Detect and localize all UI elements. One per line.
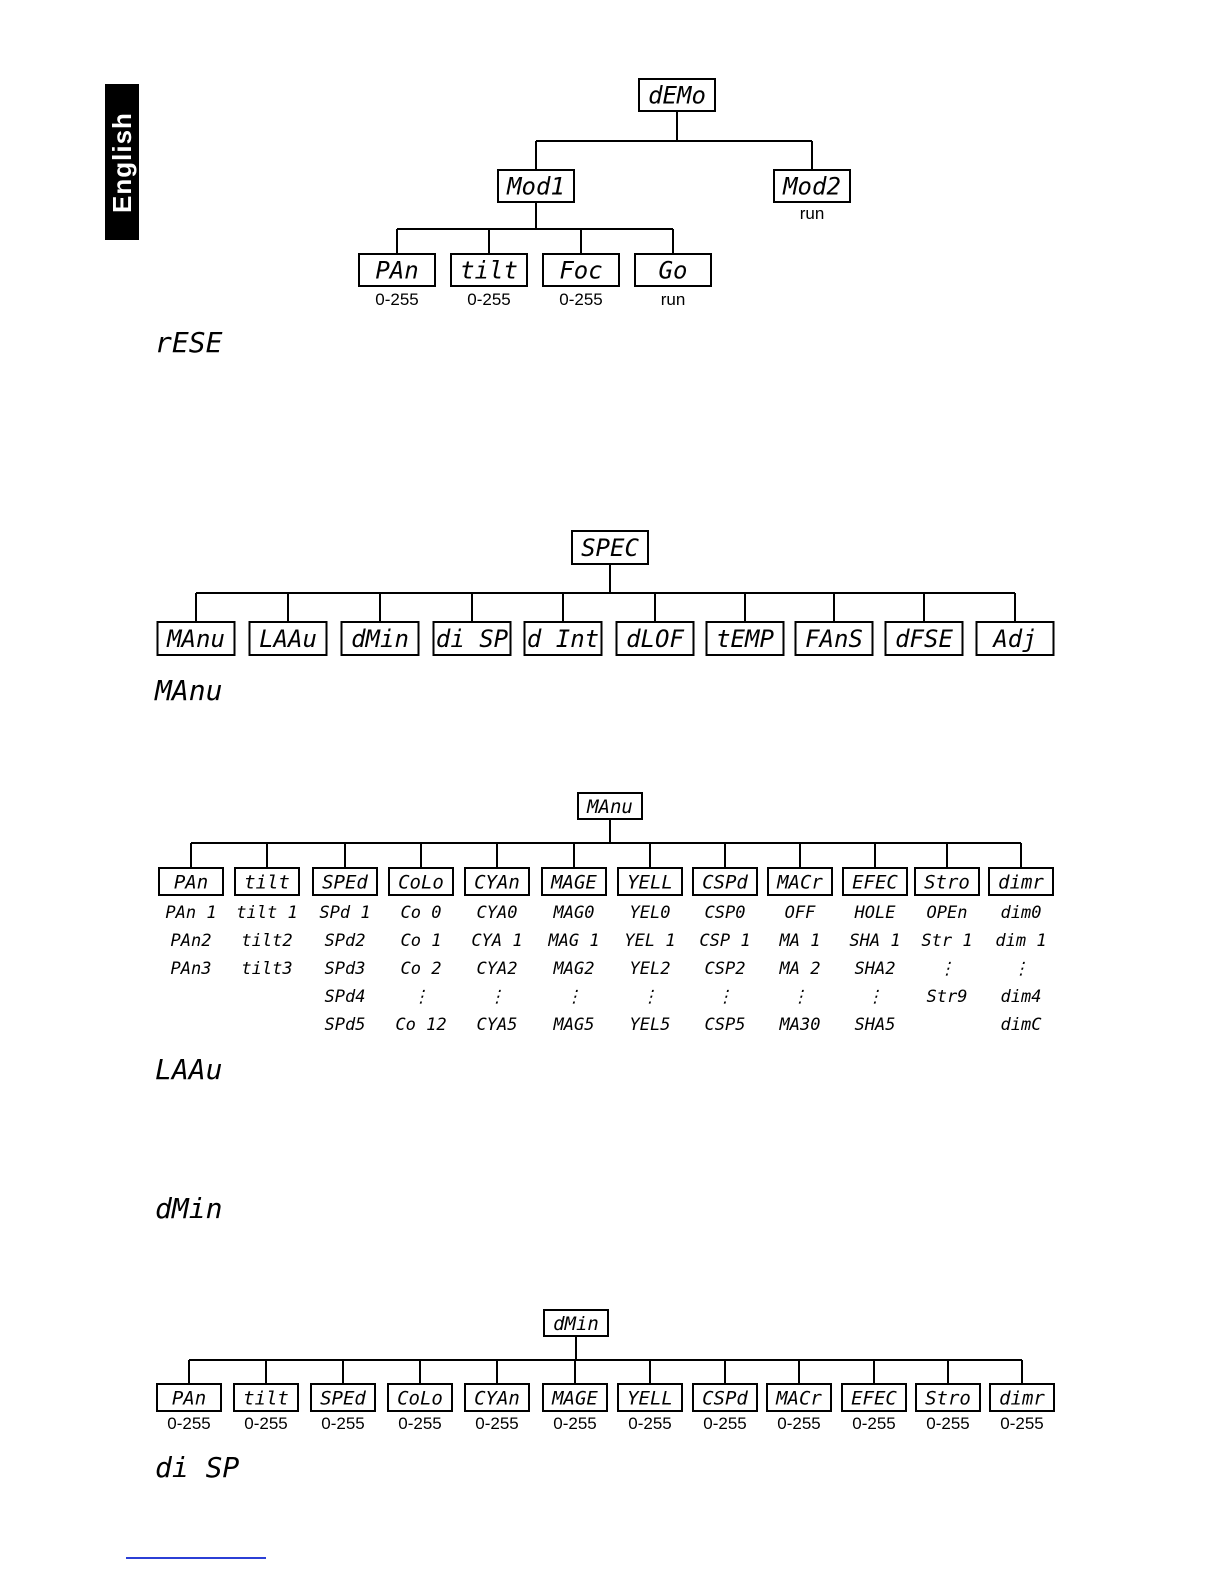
manu-option: SPd2 (324, 931, 366, 951)
dmin-column-value: 0-255 (703, 1414, 747, 1433)
manu-column-label: PAn (173, 871, 209, 894)
manu-option: Co 0 (400, 903, 442, 923)
manu-option: ⋮ (866, 987, 884, 1007)
manu-option: MA30 (779, 1015, 821, 1035)
spec-child-label: FAnS (805, 625, 863, 654)
manu-column-label: CYAn (474, 871, 520, 894)
manu-option: CYA0 (476, 903, 518, 923)
manu-option: SHA5 (854, 1015, 896, 1035)
manu-option: Co 1 (400, 931, 442, 951)
manu-option: ⋮ (412, 987, 430, 1007)
manu-option: SPd4 (324, 987, 366, 1007)
dmin-column-value: 0-255 (777, 1414, 821, 1433)
dmin-column-value: 0-255 (167, 1414, 211, 1433)
manu-option: SPd 1 (319, 903, 371, 923)
language-side-tab-label: English (106, 111, 137, 213)
dmin-column-value: 0-255 (1000, 1414, 1044, 1433)
manu-column-label: MAGE (551, 871, 597, 894)
manu-option: Co 2 (400, 959, 442, 979)
connector-lines (189, 111, 1022, 1384)
manu-option: CYA 1 (471, 931, 523, 951)
manu-option: ⋮ (1012, 959, 1030, 979)
dmin-column-value: 0-255 (398, 1414, 442, 1433)
manu-option: YEL 1 (624, 931, 676, 951)
demo-child-label: Go (658, 256, 688, 285)
manu-option: dim4 (1000, 987, 1042, 1007)
dmin-column-value: 0-255 (553, 1414, 597, 1433)
manu-option: tilt 1 (236, 903, 298, 923)
manu-option: dimC (1000, 1015, 1042, 1035)
manu-column-label: YELL (627, 871, 673, 894)
dmin-column-label: YELL (627, 1387, 673, 1410)
manu-option: SHA2 (854, 959, 896, 979)
manu-option: YEL5 (629, 1015, 671, 1035)
manu-option: tilt3 (241, 959, 293, 979)
spec-child-label: Adj (993, 625, 1037, 654)
manu-option: SPd5 (324, 1015, 366, 1035)
footer-rule (126, 1557, 266, 1559)
spec-child-label: dLOF (626, 625, 684, 654)
dmin-column-label: CSPd (702, 1387, 748, 1410)
manu-option: MAG5 (553, 1015, 595, 1035)
manu-option: CSP5 (704, 1015, 746, 1035)
manu-option: Str 1 (921, 931, 973, 951)
manu-column-label: tilt (244, 871, 290, 894)
manu-option: ⋮ (716, 987, 734, 1007)
menu-nodes (157, 79, 1054, 1411)
manu-root-label: MAnu (587, 795, 633, 818)
dmin-column-value: 0-255 (628, 1414, 672, 1433)
demo-child-label: PAn (375, 256, 419, 285)
dmin-column-label: CoLo (397, 1387, 443, 1410)
menu-texts (154, 82, 1047, 1484)
dmin-column-value: 0-255 (244, 1414, 288, 1433)
section-heading-dmin: dMin (155, 1192, 223, 1225)
manu-option: CSP0 (704, 903, 746, 923)
manu-column-label: CoLo (398, 871, 444, 894)
manu-option: HOLE (854, 903, 896, 923)
manu-option: dim0 (1000, 903, 1042, 923)
spec-root-label: SPEC (581, 534, 639, 563)
dmin-root-label: dMin (553, 1312, 599, 1335)
demo-child-value: run (660, 290, 686, 309)
demo-child-label: tilt (460, 256, 518, 285)
manu-option: ⋮ (641, 987, 659, 1007)
dmin-column-label: SPEd (320, 1387, 366, 1410)
manu-option: dim 1 (995, 931, 1047, 951)
manu-column-label: MACr (777, 871, 823, 894)
demo-mode2-value: run (799, 204, 825, 223)
manu-option: MA 1 (779, 931, 821, 951)
manu-option: CYA2 (476, 959, 518, 979)
demo-mode2-label: Mod2 (783, 172, 841, 201)
manu-option: PAn3 (170, 959, 212, 979)
manu-option: Str9 (926, 987, 968, 1007)
manu-option: MA 2 (779, 959, 821, 979)
section-heading-disp: di SP (155, 1451, 240, 1484)
dmin-column-label: Stro (925, 1387, 971, 1410)
spec-child-label: dFSE (895, 625, 953, 654)
manu-option: CSP 1 (699, 931, 751, 951)
manu-option: CYA5 (476, 1015, 518, 1035)
spec-child-label: d Int (526, 625, 600, 654)
dmin-column-value: 0-255 (321, 1414, 365, 1433)
manu-column-label: dimr (998, 871, 1044, 894)
demo-mode1-label: Mod1 (507, 172, 565, 201)
dmin-column-label: tilt (243, 1387, 289, 1410)
manu-option: MAG0 (553, 903, 595, 923)
spec-child-label: dMin (351, 625, 409, 654)
manu-option: SPd3 (324, 959, 366, 979)
manu-option: YEL0 (629, 903, 671, 923)
manu-column-label: Stro (924, 871, 970, 894)
demo-root-label: dEMo (648, 81, 706, 110)
spec-child-label: MAnu (167, 625, 225, 654)
dmin-column-label: MACr (776, 1387, 822, 1410)
manu-option: MAG2 (553, 959, 595, 979)
demo-child-label: Foc (559, 256, 603, 285)
manu-option: YEL2 (629, 959, 671, 979)
manu-column-label: CSPd (702, 871, 748, 894)
manu-option: ⋮ (791, 987, 809, 1007)
dmin-column-label: EFEC (851, 1387, 897, 1410)
manu-option: PAn2 (170, 931, 212, 951)
section-heading-manu: MAnu (155, 674, 223, 707)
manu-option: SHA 1 (849, 931, 901, 951)
dmin-column-label: CYAn (474, 1387, 520, 1410)
spec-child-label: di SP (435, 625, 509, 654)
manu-column-label: SPEd (322, 871, 368, 894)
dmin-column-label: PAn (171, 1387, 207, 1410)
manu-option: ⋮ (938, 959, 956, 979)
manu-column-label: EFEC (852, 871, 898, 894)
dmin-column-label: MAGE (552, 1387, 598, 1410)
manu-option: MAG 1 (548, 931, 600, 951)
demo-child-value: 0-255 (467, 290, 511, 309)
section-heading-rese: rESE (155, 326, 223, 359)
section-heading-laau: LAAu (155, 1053, 223, 1086)
manu-option: ⋮ (565, 987, 583, 1007)
manu-option: PAn 1 (165, 903, 217, 923)
manu-option: ⋮ (488, 987, 506, 1007)
demo-child-value: 0-255 (559, 290, 603, 309)
spec-child-label: LAAu (259, 625, 317, 654)
demo-child-value: 0-255 (375, 290, 419, 309)
manu-option: OPEn (926, 903, 968, 923)
manu-option: tilt2 (241, 931, 293, 951)
dmin-column-label: dimr (999, 1387, 1045, 1410)
dmin-column-value: 0-255 (475, 1414, 519, 1433)
dmin-column-value: 0-255 (852, 1414, 896, 1433)
manu-option: CSP2 (704, 959, 746, 979)
manu-option: Co 12 (395, 1015, 447, 1035)
manu-option: OFF (784, 903, 816, 923)
dmin-column-value: 0-255 (926, 1414, 970, 1433)
spec-child-label: tEMP (716, 625, 774, 654)
